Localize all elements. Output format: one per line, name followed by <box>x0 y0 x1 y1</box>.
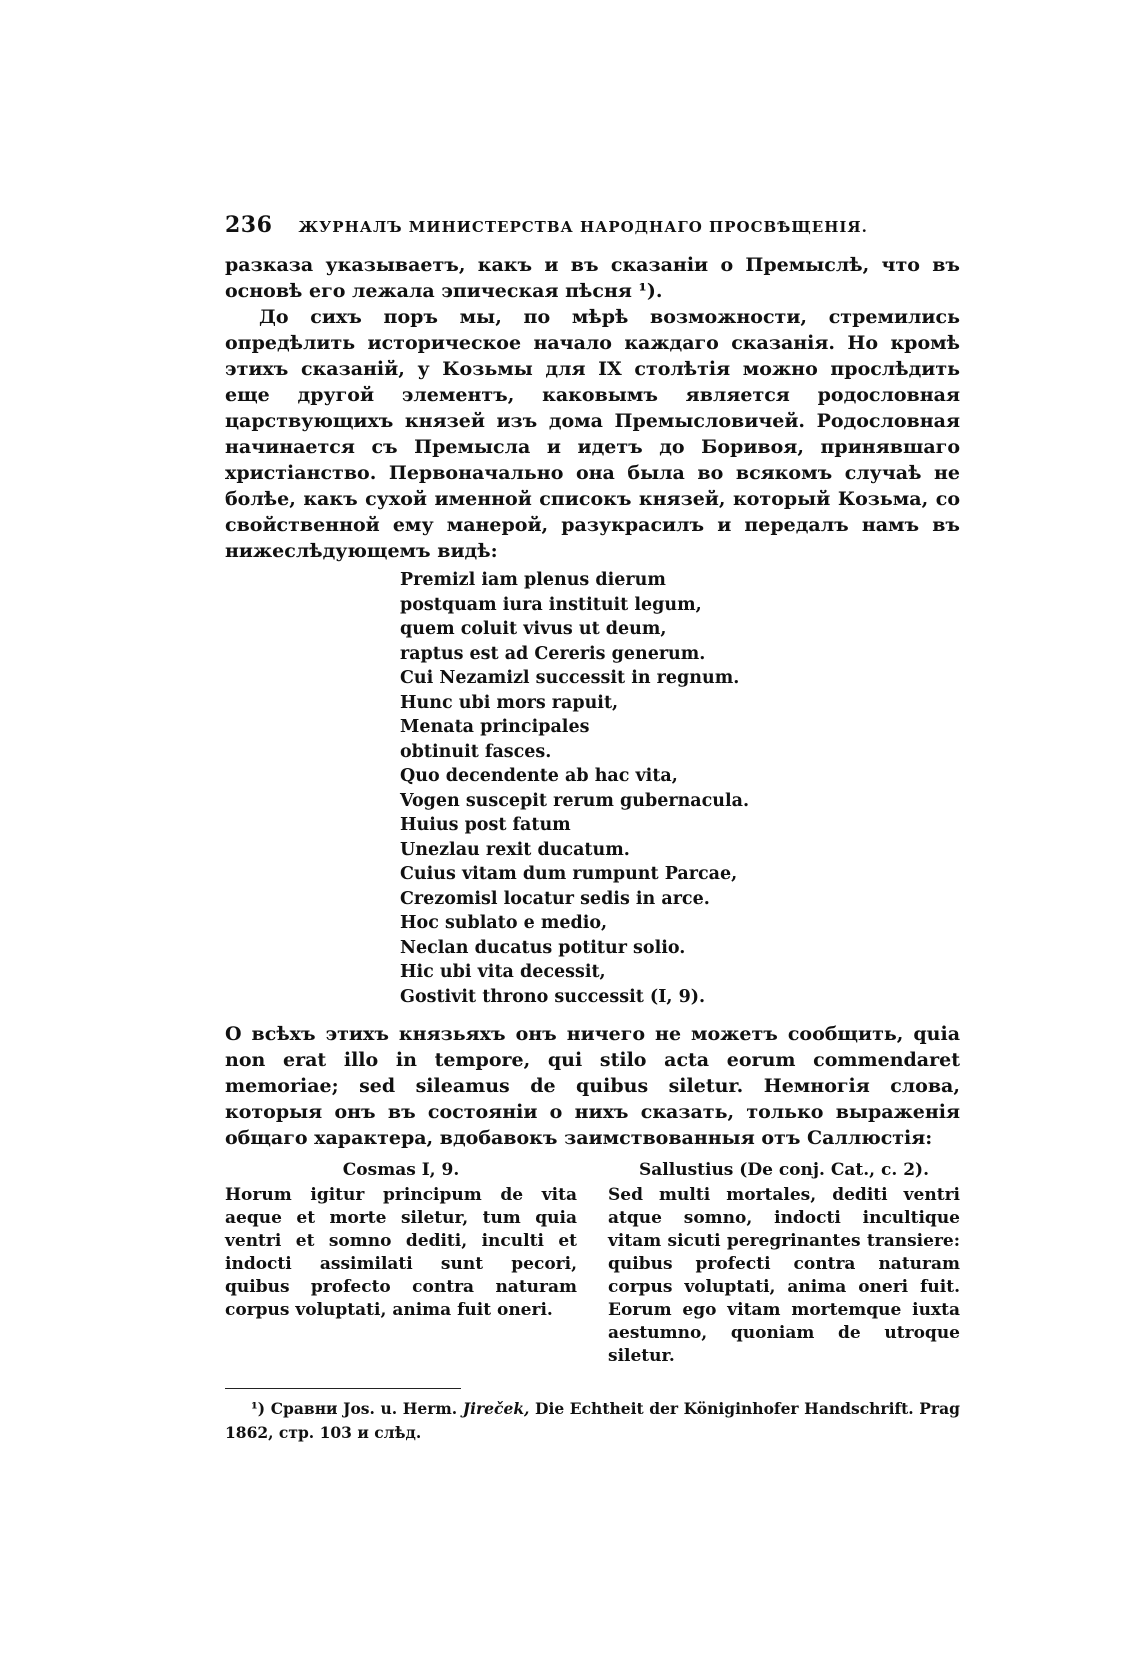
verse-line: Hic ubi vita decessit, <box>400 962 606 982</box>
verse-line: postquam iura instituit legum, <box>400 594 702 615</box>
footnote-prefix: Сравни Jos. u. Herm. <box>270 1399 458 1418</box>
verse-line: Vogen suscepit rerum gubernacula. <box>400 790 750 811</box>
cosmas-heading: Cosmas I, 9. <box>342 1160 460 1180</box>
footnote-marker: ¹) <box>251 1399 266 1418</box>
verse-line: Gostivit throno successit (I, 9). <box>400 986 706 1007</box>
verse-line: Neclan ducatus potitur solio. <box>400 937 686 958</box>
page-number: 236 <box>225 212 273 238</box>
verse-line: Quo decendente ab hac vita, <box>400 766 678 786</box>
sallustius-column <box>608 1159 960 1368</box>
verse-line: quem coluit vivus ut deum, <box>400 619 667 639</box>
verse-line: obtinuit fasces. <box>400 741 552 762</box>
cosmas-text: Horum igitur principum de vita aeque et morte siletur, tum quia ventri et somno dediti, inculti et indocti assimilati sunt pecori, quibus profecto contra naturam corpus voluptati, anima fuit oneri. <box>225 1185 577 1320</box>
sallustius-text: Sed multi mortales, dediti ventri atque somno, indocti incultique vitam sicuti peregrinantes transiere: quibus profecti contra naturam corpus voluptati, anima oneri fuit. Eorum ego vitam mortemque iuxta aestumno, quoniam de utroque siletur. <box>608 1185 960 1366</box>
verse-line: Unezlau rexit ducatum. <box>400 839 630 860</box>
footnote <box>225 1397 960 1445</box>
verse-line: Hunc ubi mors rapuit, <box>400 692 619 713</box>
verse-line: Hoc sublato e medio, <box>400 913 608 933</box>
verse-line: Huius post fatum <box>400 815 571 835</box>
paragraph-2: До сихъ поръ мы, по мѣрѣ возможности, стремились опредѣлить историческое начало каждаго сказанія. Но кромѣ этихъ сказаній, у Козьмы для IX столѣтія можно прослѣдить еще другой элементъ, каковымъ является родословная царствующихъ князей изъ дома Премысловичей. Родословная начинается съ Премысла и идетъ до Боривоя, принявшаго христіанство. Первоначально она была во всякомъ случаѣ не болѣе, какъ сухой именной списокъ князей, который Козьма, со свойственной ему манерой, разукрасилъ и передалъ намъ въ нижеслѣдующемъ видѣ: <box>225 306 960 562</box>
verse-line: Menata principales <box>400 717 590 737</box>
verse-line: Crezomisl locatur sedis in arce. <box>400 888 710 909</box>
verse-line: Cuius vitam dum rumpunt Parcae, <box>400 864 738 884</box>
footnote-author: Jireček, <box>462 1399 530 1418</box>
footnote-divider <box>225 1388 461 1389</box>
verse-line: raptus est ad Cereris generum. <box>400 643 706 664</box>
paragraph-1: разказа указываетъ, какъ и въ сказаніи о Премыслѣ, что въ основѣ его лежала эпическая пѣсня ¹). <box>225 254 960 302</box>
paragraph-3: О всѣхъ этихъ князьяхъ онъ ничего не можетъ сообщить, quia non erat illo in tempore, qui stilo acta eorum commendaret memoriae; sed sileamus de quibus siletur. Немногія слова, которыя онъ въ состояніи о нихъ сказать, только выраженія общаго характера, вдобавокъ заимствованныя отъ Саллюстія: <box>225 1023 960 1149</box>
cosmas-column <box>225 1159 577 1368</box>
footnote-rest: Die Echtheit der Königinhofer Handschrift. Prag 1862, стр. 103 и слѣд. <box>225 1399 960 1442</box>
verse-line: Premizl iam plenus dierum <box>400 570 666 590</box>
sallustius-heading: Sallustius (De conj. Cat., c. 2). <box>639 1160 929 1180</box>
genealogy-verse <box>400 568 960 1009</box>
parallel-quotes <box>225 1159 960 1368</box>
running-header <box>225 212 960 240</box>
verse-line: Cui Nezamizl successit in regnum. <box>400 668 740 688</box>
book-page <box>225 212 960 1445</box>
journal-title: ЖУРНАЛЪ МИНИСТЕРСТВА НАРОДНАГО ПРОСВѢЩЕНІЯ. <box>298 218 868 236</box>
